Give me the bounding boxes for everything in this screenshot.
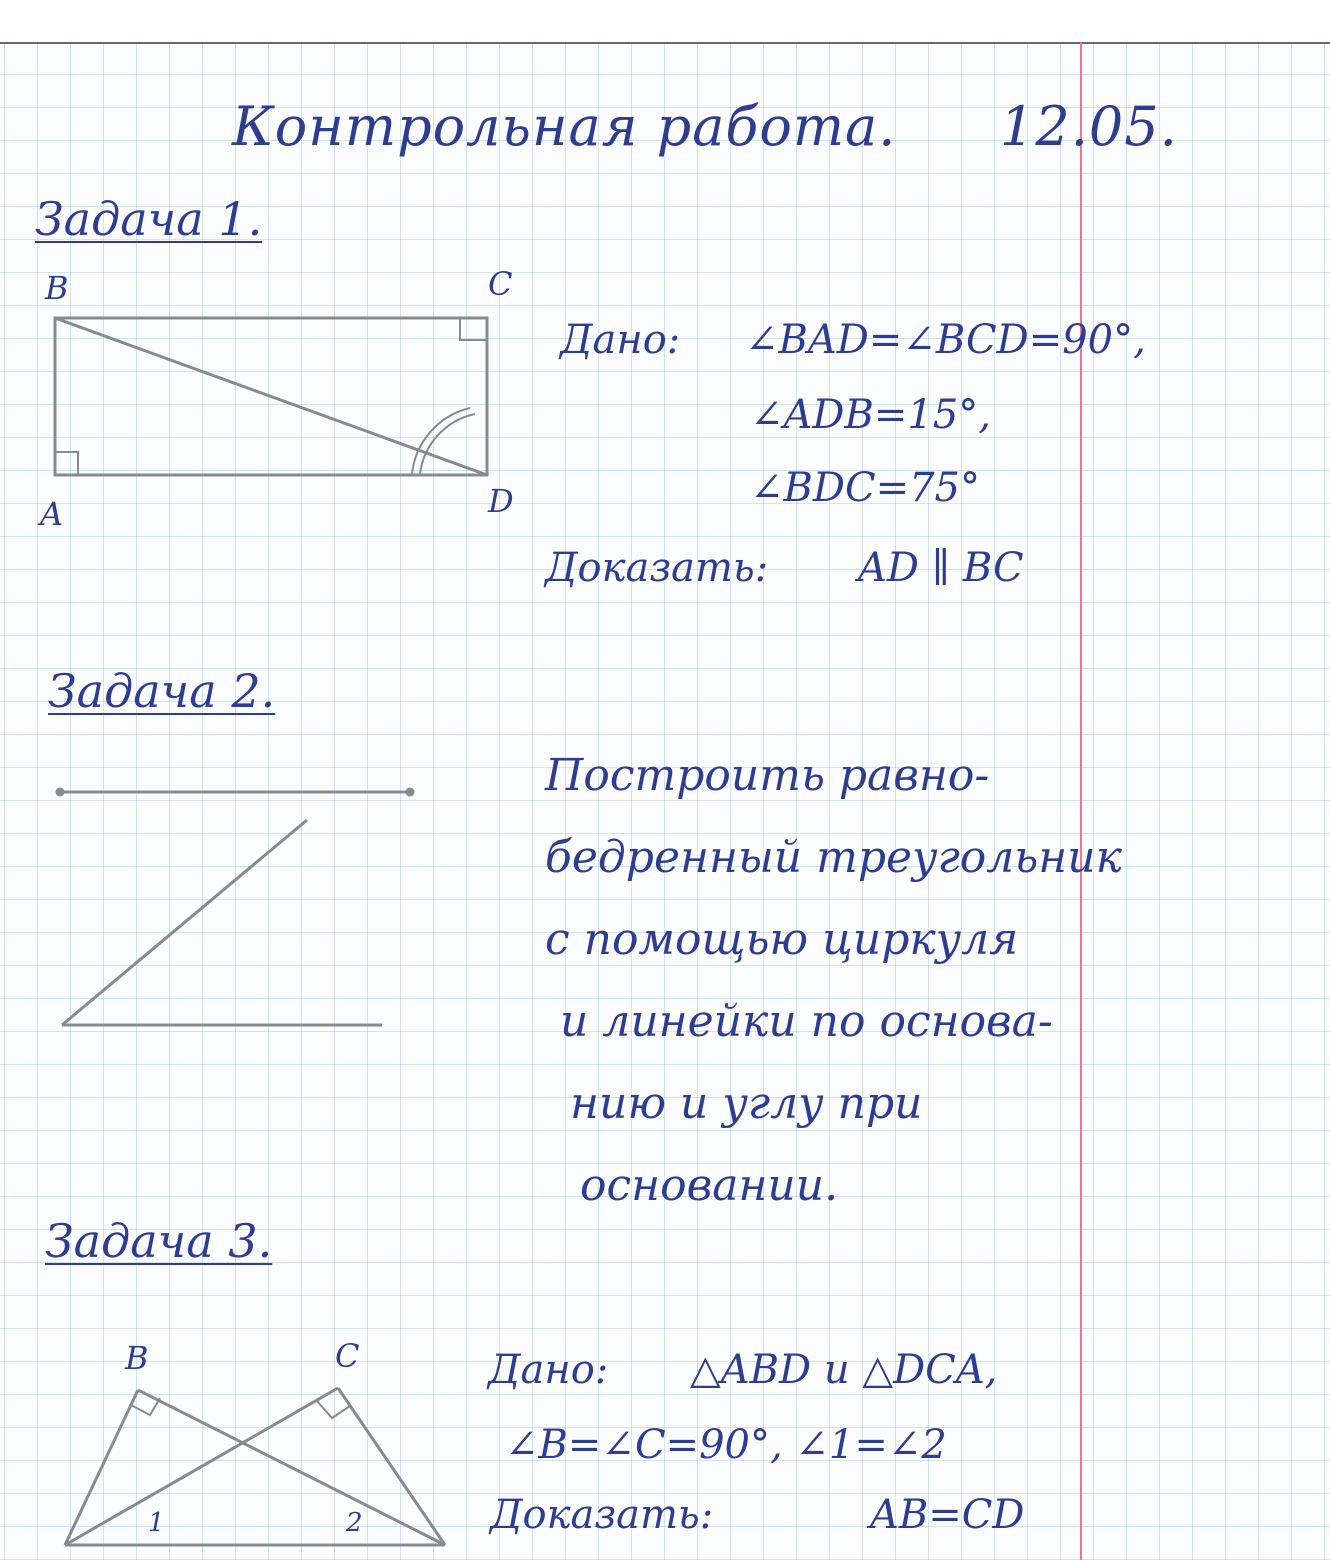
task3-given-line2: ∠B=∠C=90°, ∠1=∠2 xyxy=(505,1422,947,1468)
task1-point-c: C xyxy=(488,265,513,303)
task1-rectangle xyxy=(55,318,487,475)
task1-given-line2: ∠ADB=15°, xyxy=(750,392,991,438)
task2-line: и линейки по основа- xyxy=(560,996,1053,1047)
task1-given-line1: ∠BAD=∠BCD=90°, xyxy=(745,317,1146,363)
task2-heading: Задача 2. xyxy=(48,664,276,718)
task3-triangles xyxy=(65,1388,445,1545)
task3-prove-label: Доказать: xyxy=(490,1492,714,1538)
task3-given-line1: △ABD и △DCA, xyxy=(690,1347,998,1393)
task2-line: бедренный треугольник xyxy=(545,832,1122,883)
task2-line: с помощью циркуля xyxy=(545,914,1019,965)
task1-given-line3: ∠BDC=75° xyxy=(750,465,980,511)
task2-angle-side xyxy=(62,820,307,1025)
task1-given-label: Дано: xyxy=(560,317,681,363)
task1-diagonal-bd xyxy=(55,318,487,475)
task3-point-c: C xyxy=(335,1337,360,1375)
task2-given-segments xyxy=(57,789,413,1025)
task3-angle1-label: 1 xyxy=(148,1508,165,1538)
task1-prove-label: Доказать: xyxy=(545,545,769,591)
task2-line: Построить равно- xyxy=(545,750,990,801)
task3-given-label: Дано: xyxy=(488,1347,609,1393)
task3-point-b: B xyxy=(125,1339,149,1377)
task2-statement xyxy=(545,735,1122,1227)
date: 12.05. xyxy=(1000,95,1178,158)
task2-line: основании. xyxy=(580,1160,839,1211)
task3-heading: Задача 3. xyxy=(45,1214,273,1268)
task1-heading: Задача 1. xyxy=(35,192,263,246)
task3-prove-text: AB=CD xyxy=(870,1492,1025,1538)
task2-line: нию и углу при xyxy=(570,1078,923,1129)
task1-point-a: A xyxy=(40,495,64,533)
task3-angle2-label: 2 xyxy=(346,1508,363,1538)
task1-prove-text: AD ∥ BC xyxy=(858,545,1024,591)
task1-point-d: D xyxy=(488,482,514,520)
page-title: Контрольная работа. xyxy=(232,95,897,158)
task1-point-b: B xyxy=(45,269,69,307)
